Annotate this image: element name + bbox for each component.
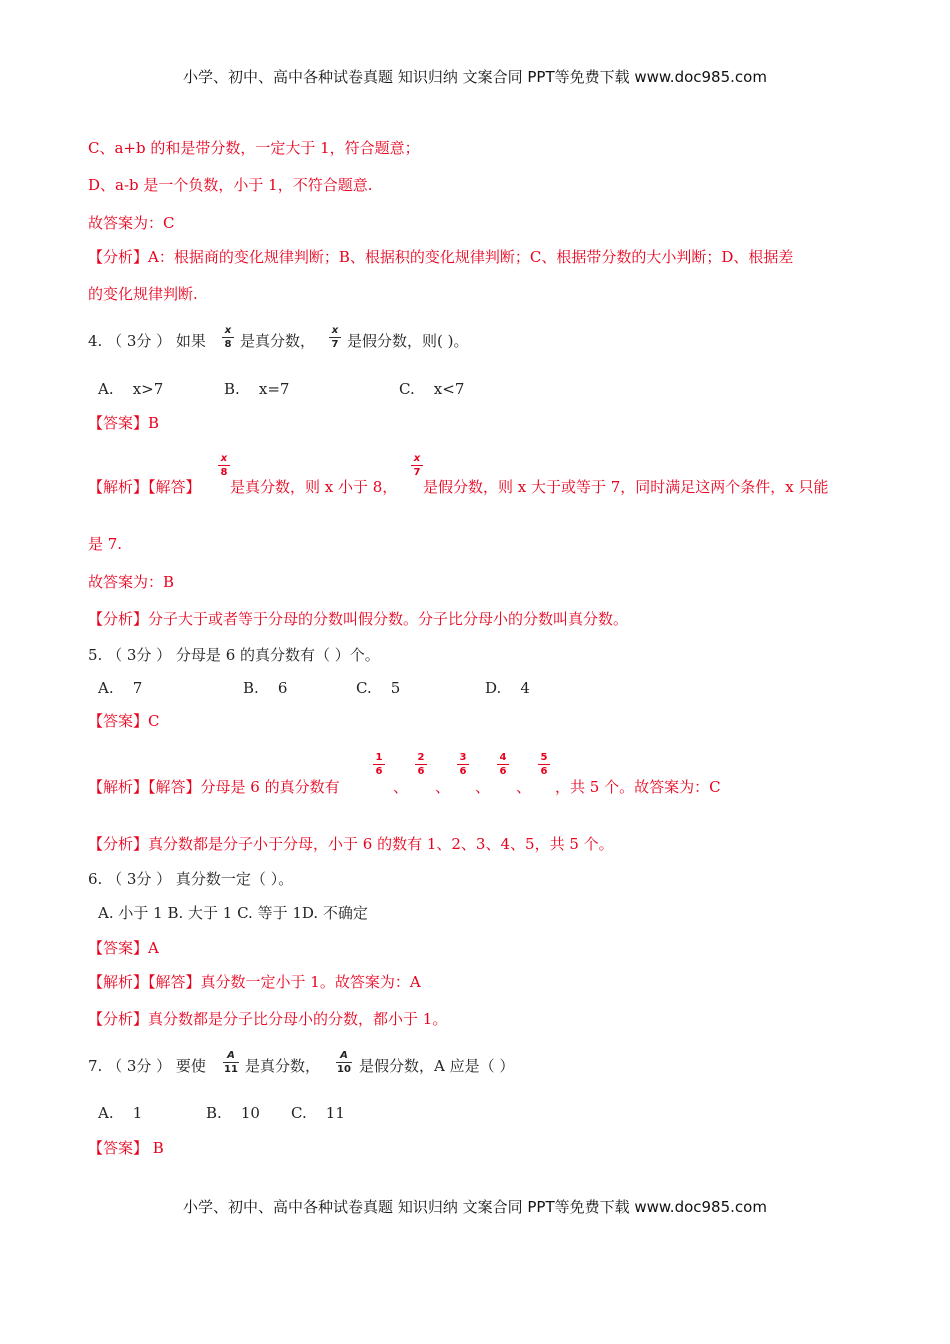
q5-explain-suffix: ，共 5 个。故答案为：C — [555, 778, 721, 796]
q5-explain-prefix: 【解析】【解答】分母是 6 的真分数有 — [88, 778, 340, 796]
q5-options — [88, 678, 588, 698]
q3-analysis-line2: 的变化规律判断. — [88, 285, 198, 303]
q4-answer: 【答案】B — [88, 414, 160, 432]
q6-analysis: 【分析】真分数都是分子比分母小的分数，都小于 1。 — [88, 1010, 448, 1028]
q7-stem — [88, 1050, 888, 1080]
q5-fraction-4-6: 4 6 — [496, 752, 510, 777]
q7-options — [88, 1103, 488, 1123]
q5-sep-1: 、 — [393, 778, 409, 796]
q4-explain-fraction-x-over-7: x 7 — [410, 453, 424, 478]
q4-frac2-num: x — [331, 325, 339, 336]
q4-stem — [88, 325, 888, 355]
q5-option-d: D. 4 — [485, 679, 530, 697]
q5-fraction-2-6: 2 6 — [414, 752, 428, 777]
q7-stem-suffix: 是假分数，A 应是（ ） — [359, 1057, 515, 1075]
q4-explain-prefix: 【解析】【解答】 — [88, 478, 201, 496]
q7-stem-prefix: 7. （ 3分 ） 要使 — [88, 1057, 206, 1075]
q4-stem-prefix: 4. （ 3分 ） 如果 — [88, 332, 206, 350]
q4-option-b: B. x=7 — [224, 380, 290, 398]
q4-explain-fraction-x-over-8: x 8 — [217, 453, 231, 478]
q7-fraction-a-over-11: A 11 — [224, 1050, 238, 1075]
q5-fraction-3-6: 3 6 — [456, 752, 470, 777]
q4-stem-suffix: 是假分数，则( )。 — [347, 332, 469, 350]
q4-frac2-den: 7 — [331, 339, 339, 350]
q3-option-c-explain: C、a+b 的和是带分数，一定大于 1，符合题意； — [88, 139, 420, 157]
page-footer: 小学、初中、高中各种试卷真题 知识归纳 文案合同 PPT等免费下载 www.doc985.com — [183, 1198, 767, 1216]
q4-explain-line2: 是 7. — [88, 535, 123, 553]
q4-options — [88, 379, 588, 399]
q3-answer-line: 故答案为：C — [88, 214, 175, 232]
q7-option-a: A. 1 — [98, 1104, 143, 1122]
q3-analysis-line1: 【分析】A：根据商的变化规律判断；B、根据积的变化规律判断；C、根据带分数的大小判断；D、根据差 — [88, 248, 794, 266]
q7-stem-mid: 是真分数， — [245, 1057, 321, 1075]
q4-option-a: A. x>7 — [98, 380, 164, 398]
page-header: 小学、初中、高中各种试卷真题 知识归纳 文案合同 PPT等免费下载 www.doc985.com — [183, 68, 767, 86]
q5-sep-3: 、 — [475, 778, 491, 796]
q4-frac1-den: 8 — [224, 339, 232, 350]
q5-explanation — [88, 752, 788, 801]
q5-fraction-5-6: 5 6 — [537, 752, 551, 777]
q5-stem: 5. （ 3分 ） 分母是 6 的真分数有（ ）个。 — [88, 646, 380, 664]
q4-explain-mid: 是真分数，则 x 小于 8， — [230, 478, 398, 496]
q4-stem-mid: 是真分数， — [240, 332, 316, 350]
q5-answer: 【答案】C — [88, 712, 160, 730]
q4-explain-suffix: 是假分数，则 x 大于或等于 7，同时满足这两个条件，x 只能 — [423, 478, 829, 496]
q5-fraction-1-6: 1 6 — [372, 752, 386, 777]
q5-analysis: 【分析】真分数都是分子小于分母，小于 6 的数有 1、2、3、4、5，共 5 个。 — [88, 835, 614, 853]
q4-fraction-x-over-8 — [221, 325, 235, 350]
q4-answer-line: 故答案为：B — [88, 573, 175, 591]
q4-fraction-x-over-7 — [328, 325, 342, 350]
q6-answer: 【答案】A — [88, 939, 159, 957]
q6-stem: 6. （ 3分 ） 真分数一定（ ）。 — [88, 870, 294, 888]
q6-explanation: 【解析】【解答】真分数一定小于 1。故答案为：A — [88, 973, 421, 991]
q7-option-c: C. 11 — [291, 1104, 345, 1122]
q7-fraction-a-over-10: A 10 — [337, 1050, 351, 1075]
q3-option-d-explain: D、a-b 是一个负数，小于 1，不符合题意. — [88, 176, 373, 194]
q4-frac1-num: x — [224, 325, 232, 336]
q4-option-c: C. x<7 — [399, 380, 465, 398]
q5-option-b: B. 6 — [243, 679, 288, 697]
q5-option-c: C. 5 — [356, 679, 401, 697]
q4-analysis: 【分析】分子大于或者等于分母的分数叫假分数。分子比分母小的分数叫真分数。 — [88, 610, 629, 628]
q7-answer: 【答案】 B — [88, 1139, 164, 1157]
q6-options: A. 小于 1 B. 大于 1 C. 等于 1D. 不确定 — [98, 904, 368, 922]
q5-sep-4: 、 — [516, 778, 532, 796]
q5-option-a: A. 7 — [98, 679, 143, 697]
q4-explanation — [88, 453, 878, 501]
q7-option-b: B. 10 — [206, 1104, 260, 1122]
q5-sep-2: 、 — [435, 778, 451, 796]
